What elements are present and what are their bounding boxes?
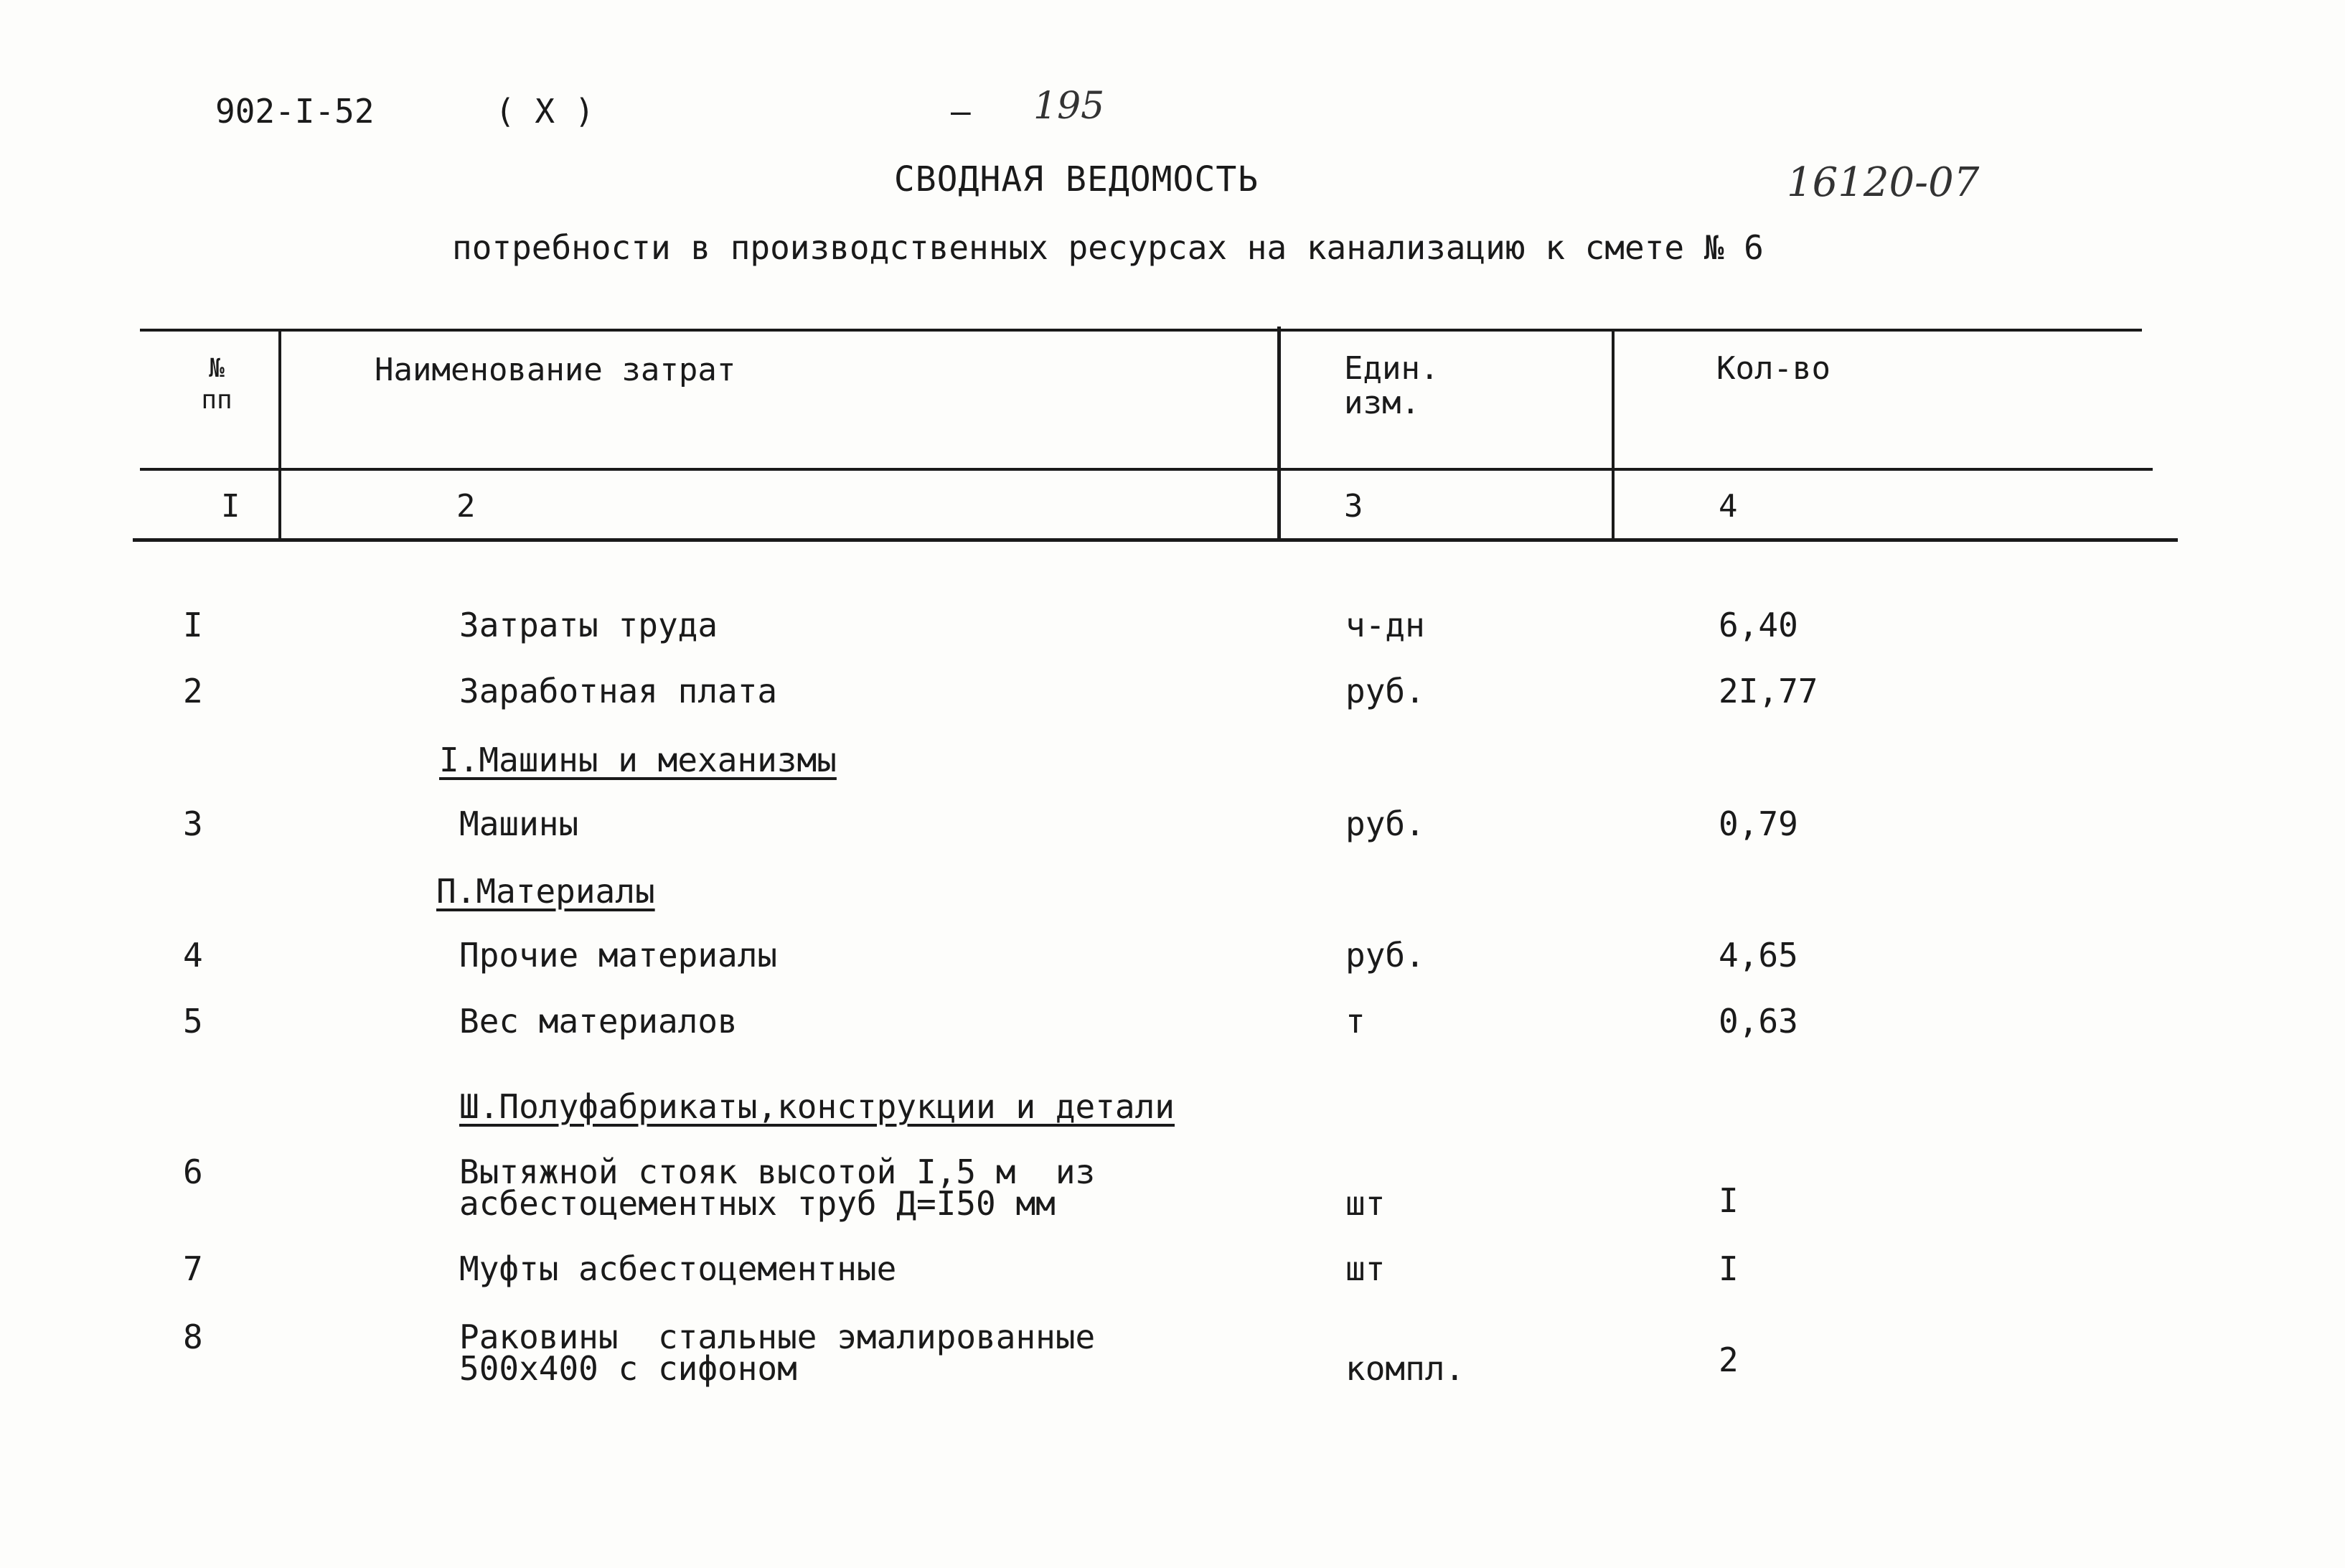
row-unit: т <box>1345 1002 1366 1041</box>
row-unit: руб. <box>1345 936 1425 975</box>
row-quantity: 6,40 <box>1719 606 1798 644</box>
column-header-quantity: Кол-во <box>1716 350 1831 387</box>
page-number: 195 <box>1033 85 1105 128</box>
column-divider-3 <box>1612 329 1615 541</box>
column-number-3: 3 <box>1344 488 1363 525</box>
row-quantity: I <box>1719 1249 1739 1288</box>
row-unit: шт <box>1345 1184 1386 1223</box>
row-number: 5 <box>183 1002 203 1041</box>
row-quantity: 2I,77 <box>1719 672 1818 710</box>
row-number: 8 <box>183 1318 203 1356</box>
column-divider-2 <box>1277 327 1281 542</box>
table-top-rule <box>140 329 2142 332</box>
row-number: I <box>183 606 203 644</box>
column-header-name: Наименование затрат <box>375 352 736 388</box>
column-number-2: 2 <box>456 488 476 525</box>
row-quantity: 4,65 <box>1719 936 1798 975</box>
column-number-1: I <box>221 488 240 525</box>
reference-number: 16120-07 <box>1787 159 1980 206</box>
page-subtitle: потребности в производственных ресурсах на канализацию к смете № 6 <box>452 228 1764 267</box>
row-name: Затраты труда <box>459 606 718 644</box>
row-name: Вес материалов <box>459 1002 738 1041</box>
document-mark: ( X ) <box>495 92 595 131</box>
row-name: Машины <box>459 804 579 843</box>
row-number: 2 <box>183 672 203 710</box>
section-heading-semifinished: Ш.Полуфабрикаты,конструкции и детали <box>459 1087 1175 1126</box>
row-unit: руб. <box>1345 804 1425 843</box>
row-name-line-2: асбестоцементных труб Д=I50 мм <box>459 1184 1056 1223</box>
row-number: 3 <box>183 804 203 843</box>
table-header-bottom-rule <box>133 538 2178 542</box>
section-heading-machines: I.Машины и механизмы <box>439 741 837 779</box>
row-unit: руб. <box>1345 672 1425 710</box>
table-header-rule <box>140 468 2153 471</box>
row-name-line-1: Вытяжной стояк высотой I,5 м из <box>459 1152 1096 1191</box>
page-title: СВОДНАЯ ВЕДОМОСТЬ <box>893 159 1259 199</box>
column-header-number: № пп <box>201 354 232 415</box>
row-unit: ч-дн <box>1345 606 1425 644</box>
row-name: Прочие материалы <box>459 936 778 975</box>
row-name-line-1: Раковины стальные эмалированные <box>459 1318 1096 1356</box>
row-quantity: 0,63 <box>1719 1002 1798 1041</box>
row-unit: шт <box>1345 1249 1386 1288</box>
column-divider-1 <box>278 332 281 541</box>
row-name: Заработная плата <box>459 672 778 710</box>
row-number: 7 <box>183 1249 203 1288</box>
column-header-unit: Един. изм. <box>1344 350 1439 421</box>
page-dash: – <box>951 92 971 131</box>
row-quantity: 0,79 <box>1719 804 1798 843</box>
row-name-line-2: 500х400 с сифоном <box>459 1349 797 1388</box>
row-number: 4 <box>183 936 203 975</box>
document-code: 902-I-52 <box>215 92 375 131</box>
section-heading-materials: П.Материалы <box>436 872 655 911</box>
row-quantity: 2 <box>1719 1341 1739 1379</box>
row-number: 6 <box>183 1152 203 1191</box>
row-quantity: I <box>1719 1181 1739 1220</box>
row-name: Муфты асбестоцементные <box>459 1249 897 1288</box>
column-number-4: 4 <box>1719 488 1738 525</box>
row-unit: компл. <box>1345 1349 1465 1388</box>
